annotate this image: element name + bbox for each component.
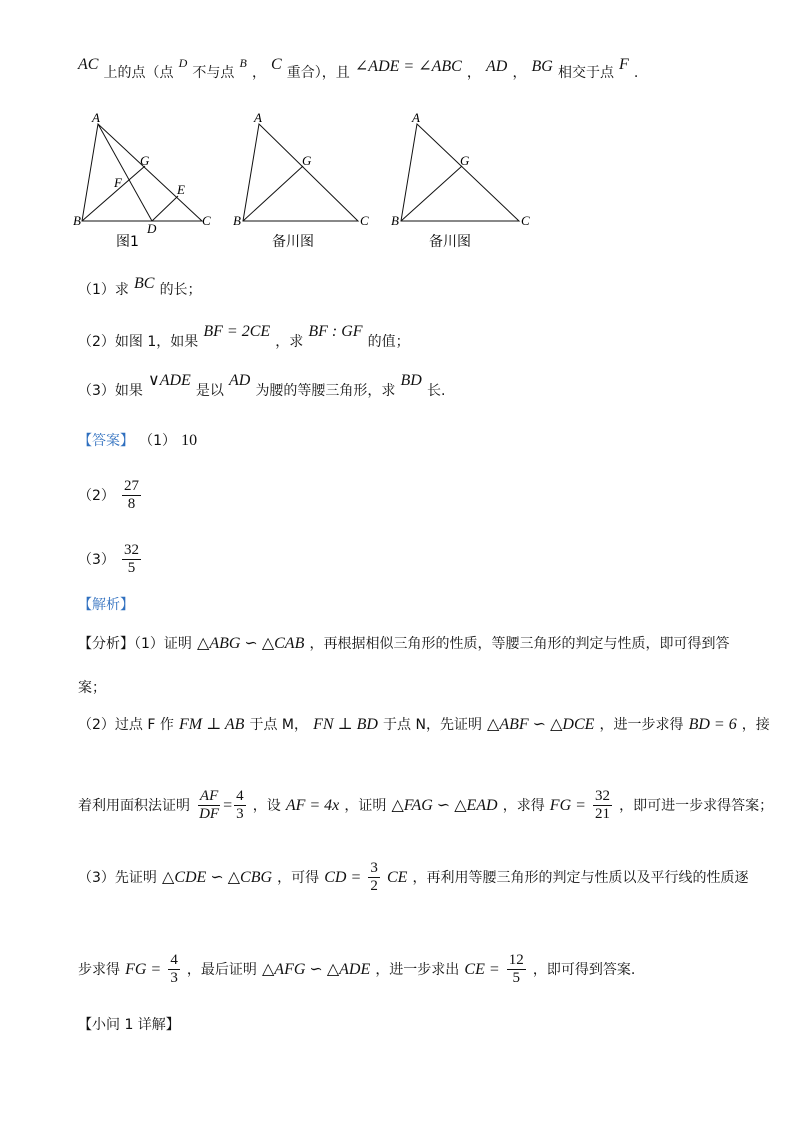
text: .: [633, 65, 639, 81]
fig3-caption: 备川图: [429, 234, 471, 250]
fraction-numerator: 3: [370, 860, 378, 876]
fig2-label-c: C: [360, 213, 369, 228]
fig1-label-b: B: [73, 213, 81, 228]
text: ，可得: [277, 870, 320, 886]
math-ce: CE =: [464, 961, 500, 978]
figure-2: [243, 124, 358, 221]
answer-2: [78, 478, 143, 513]
fraction-4-3: [234, 788, 246, 823]
text: 于点 N，先证明: [383, 717, 482, 733]
analysis-para-1: [78, 633, 729, 653]
fraction-4-3: [168, 952, 180, 987]
text: ，求得: [502, 798, 545, 814]
fig3-label-a: A: [412, 110, 420, 125]
text: 步求得: [78, 962, 120, 978]
question-3: [78, 370, 446, 399]
question-2: [78, 321, 410, 350]
answer-1-prefix: （1）: [139, 433, 177, 449]
fig1-label-g: G: [140, 153, 150, 168]
q2-suffix: 的值；: [367, 334, 410, 350]
q3-bd: BD: [400, 372, 422, 389]
q1-suffix: 的长；: [159, 282, 202, 298]
analysis-label: 【解析】: [78, 597, 134, 613]
text: （3）先证明: [78, 870, 157, 886]
fig1-label-d: D: [147, 221, 157, 236]
math-angle-eq: ∠ADE = ∠ABC: [354, 58, 462, 75]
text: ，: [466, 65, 481, 81]
math-similar-5: △AFG ∽ △ADE: [262, 961, 371, 978]
fig3-label-g: G: [460, 153, 470, 168]
text: 于点 M，: [249, 717, 308, 733]
fraction-denominator: 5: [512, 970, 520, 986]
fraction-denominator: 8: [127, 496, 136, 512]
fig1-label-c: C: [202, 213, 211, 228]
analysis-para-2: [78, 714, 770, 734]
q1-prefix: （1）求: [78, 282, 129, 298]
text: 相交于点: [557, 65, 614, 81]
fraction-denominator: 3: [170, 970, 178, 986]
answer-2-fraction: [122, 478, 141, 513]
analysis-para-5: [78, 952, 635, 987]
math-b: B: [239, 56, 247, 70]
analysis-para-1-cont: 案；: [78, 680, 106, 696]
fig3-label-b: B: [391, 213, 399, 228]
fig1-label-a: A: [92, 110, 100, 125]
math-similar-2: △ABF ∽ △DCE: [487, 716, 595, 733]
equals: =: [223, 797, 233, 814]
math-d: D: [178, 56, 188, 70]
answer-3: [78, 542, 143, 577]
math-af: AF = 4x: [285, 797, 340, 814]
fraction-denominator: 21: [595, 806, 611, 822]
text: ，证明: [344, 798, 387, 814]
fraction-3-2: [368, 860, 380, 895]
math-f: F: [619, 56, 629, 73]
geometry-figures: [60, 108, 560, 258]
math-bg: BG: [531, 58, 553, 75]
fraction-denominator: 2: [370, 878, 378, 894]
fraction-numerator: 32: [595, 788, 611, 804]
detail-label: 【小问 1 详解】: [78, 1017, 180, 1033]
text: ，再利用等腰三角形的判定与性质以及平行线的性质逐: [412, 870, 749, 886]
q1-expr: BC: [134, 275, 155, 292]
math-cd: CD =: [324, 869, 362, 886]
fig1-caption: 图1: [116, 234, 139, 250]
fraction-denominator: 3: [236, 806, 244, 822]
math-similar-4: △CDE ∽ △CBG: [162, 869, 273, 886]
question-1: [78, 273, 202, 298]
text: 不与点: [192, 65, 235, 81]
fraction-32-21: [593, 788, 612, 823]
math-ad: AD: [486, 58, 508, 75]
text: 重合），且: [286, 65, 350, 81]
fig2-label-a: A: [254, 110, 262, 125]
text: 【分析】（1）证明: [78, 636, 192, 652]
fraction-numerator: AF: [199, 788, 219, 804]
fraction-numerator: 4: [170, 952, 178, 968]
fraction-denominator: DF: [199, 806, 220, 822]
q2-expr2: BF : GF: [308, 323, 363, 340]
figure-3: [401, 124, 519, 221]
math-bd: BD = 6: [688, 716, 737, 733]
q3-mid1: 是以: [195, 383, 224, 399]
text: ，进一步求得: [599, 717, 684, 733]
math-c: C: [271, 56, 282, 73]
answer-line: [78, 430, 197, 450]
text: 上的点（点: [103, 65, 174, 81]
math-ac: AC: [78, 56, 99, 73]
text: ，最后证明: [186, 962, 257, 978]
text: ，: [512, 65, 527, 81]
math-fn-perp: FN ⊥ BD: [313, 716, 378, 733]
text: ，: [251, 65, 266, 81]
fig2-label-g: G: [302, 153, 312, 168]
figure-1: [82, 124, 202, 221]
answer-label: 【答案】: [78, 433, 134, 449]
math-similar-1: △ABG ∽ △CAB: [197, 635, 305, 652]
fraction-af-df: [197, 788, 221, 823]
math-fg: FG =: [125, 961, 162, 978]
fraction-numerator: 4: [236, 788, 244, 804]
text: ，即可进一步求得答案；: [619, 798, 774, 814]
text: ，设: [252, 798, 281, 814]
text: （2）过点 F 作: [78, 717, 174, 733]
q3-prefix: （3）如果: [78, 383, 143, 399]
text: ，再根据相似三角形的性质，等腰三角形的判定与性质，即可得到答: [309, 636, 730, 652]
q3-ad: AD: [229, 372, 251, 389]
text: ，进一步求出: [375, 962, 460, 978]
answer-1-value: 10: [181, 432, 198, 449]
intro-line: [78, 56, 639, 92]
text: ，即可得到答案.: [532, 962, 636, 978]
fig2-caption: 备川图: [272, 234, 314, 250]
answer-3-prefix: （3）: [78, 552, 115, 568]
q3-suffix: 长.: [426, 383, 446, 399]
fraction-numerator: 12: [508, 952, 524, 968]
q2-mid: ，求: [275, 334, 304, 350]
text: ，接: [741, 717, 770, 733]
fraction-12-5: [507, 952, 526, 987]
q2-prefix: （2）如图 1，如果: [78, 334, 199, 350]
text: 着利用面积法证明: [78, 798, 190, 814]
fig2-label-b: B: [233, 213, 241, 228]
q2-expr1: BF = 2CE: [203, 323, 271, 340]
math-ce: CE: [386, 869, 408, 886]
math-fg: FG =: [549, 797, 586, 814]
fraction-numerator: 27: [124, 478, 140, 494]
analysis-para-3: [78, 788, 773, 823]
q3-triangle: ∨ADE: [148, 372, 191, 389]
fig1-label-e: E: [177, 182, 185, 197]
answer-2-prefix: （2）: [78, 488, 115, 504]
fig1-label-f: F: [114, 175, 122, 190]
q3-mid2: 为腰的等腰三角形，求: [255, 383, 396, 399]
math-similar-3: △FAG ∽ △EAD: [391, 797, 498, 814]
fraction-numerator: 32: [124, 542, 140, 558]
math-fm-perp: FM ⊥ AB: [178, 716, 245, 733]
fig3-label-c: C: [521, 213, 530, 228]
analysis-para-4: [78, 860, 748, 895]
fraction-denominator: 5: [127, 560, 136, 576]
answer-3-fraction: [122, 542, 141, 577]
